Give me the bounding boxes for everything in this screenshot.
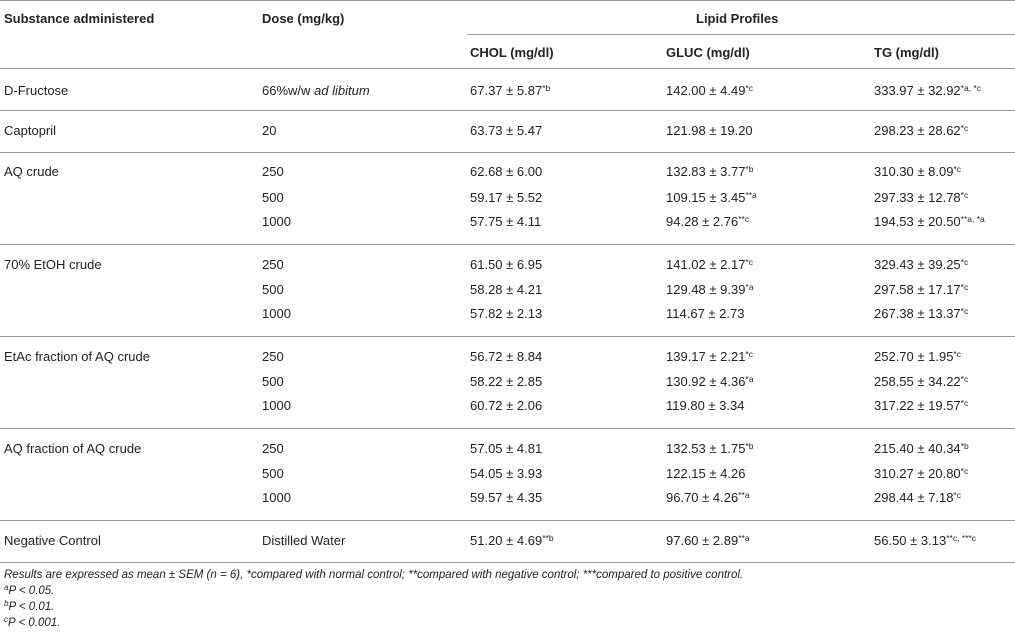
cell-gluc: 122.15 ± 4.26: [666, 466, 746, 481]
cell-gluc: 121.98 ± 19.20: [666, 123, 753, 138]
cell-tg: $310.30 \pm 8.09^{*c}$: [874, 164, 961, 179]
cell-dose: 250: [262, 257, 284, 272]
table-top-rule: [0, 0, 1015, 1]
cell-tg: $56.50 \pm 3.13^{**c, ***c}$: [874, 533, 976, 548]
cell-chol: 57.75 ± 4.11: [470, 214, 542, 229]
cell-gluc: 114.67 ± 2.73: [666, 306, 745, 321]
cell-gluc: $94.28 \pm 2.76^{**c}$: [666, 214, 750, 229]
cell-dose: 20: [262, 123, 277, 138]
cell-dose: 250: [262, 349, 284, 364]
cell-substance: EtAc fraction of AQ crude: [4, 349, 150, 364]
cell-chol: 56.72 ± 8.84: [470, 349, 543, 364]
header-tg: TG (mg/dl): [874, 45, 939, 60]
cell-substance: D-Fructose: [4, 83, 69, 98]
cell-gluc: $141.02 \pm 2.17^{*c}$: [666, 257, 753, 272]
cell-gluc: $142.00 \pm 4.49^{*c}$: [666, 83, 753, 98]
cell-gluc: $130.92 \pm 4.36^{*a}$: [666, 374, 754, 389]
header-bottom-rule: [0, 68, 1015, 69]
cell-dose: 66%w/w ad libitum: [262, 83, 370, 98]
cell-tg: $333.97 \pm 32.92^{*a, *c}$: [874, 83, 981, 98]
cell-gluc: $132.83 \pm 3.77^{*b}$: [666, 164, 754, 179]
header-chol: CHOL (mg/dl): [470, 45, 554, 60]
cell-dose: 1000: [262, 214, 291, 229]
cell-chol: 60.72 ± 2.06: [470, 398, 543, 413]
cell-tg: $194.53 \pm 20.50^{**a, *a}$: [874, 214, 985, 229]
cell-substance: AQ fraction of AQ crude: [4, 441, 142, 456]
cell-dose: 500: [262, 282, 284, 297]
cell-tg: $267.38 \pm 13.37^{*c}$: [874, 306, 969, 321]
cell-substance: 70% EtOH crude: [4, 257, 102, 272]
footnote-c: $^c$P < 0.001.: [4, 615, 61, 629]
cell-chol: 58.22 ± 2.85: [470, 374, 543, 389]
cell-dose: 500: [262, 190, 284, 205]
cell-dose: 1000: [262, 306, 291, 321]
cell-chol: 63.73 ± 5.47: [470, 123, 543, 138]
cell-chol: 54.05 ± 3.93: [470, 466, 543, 481]
cell-chol: 62.68 ± 6.00: [470, 164, 543, 179]
cell-tg: $258.55 \pm 34.22^{*c}$: [874, 374, 969, 389]
cell-tg: $310.27 \pm 20.80^{*c}$: [874, 466, 969, 481]
table-bottom-rule: [0, 562, 1015, 563]
cell-tg: $215.40 \pm 40.34^{*b}$: [874, 441, 969, 456]
cell-tg: $297.58 \pm 17.17^{*c}$: [874, 282, 969, 297]
cell-chol: 59.57 ± 4.35: [470, 490, 543, 505]
cell-chol: $51.20 \pm 4.69^{**b}$: [470, 533, 554, 548]
cell-chol: 57.05 ± 4.81: [470, 441, 543, 456]
header-lipid-profiles: Lipid Profiles: [696, 11, 779, 26]
cell-dose: 250: [262, 164, 284, 179]
header-gluc: GLUC (mg/dl): [666, 45, 750, 60]
footnote-a: $^a$P < 0.05.: [4, 583, 55, 597]
cell-tg: $252.70 \pm 1.95^{*c}$: [874, 349, 961, 364]
cell-gluc: $96.70 \pm 4.26^{**a}$: [666, 490, 750, 505]
cell-dose: 1000: [262, 490, 291, 505]
cell-gluc: $97.60 \pm 2.89^{**a}$: [666, 533, 750, 548]
cell-substance: Negative Control: [4, 533, 101, 548]
row-divider: [0, 428, 1015, 429]
cell-substance: Captopril: [4, 123, 57, 138]
row-divider: [0, 110, 1015, 111]
row-divider: [0, 152, 1015, 153]
cell-chol: 57.82 ± 2.13: [470, 306, 543, 321]
cell-chol: 61.50 ± 6.95: [470, 257, 543, 272]
cell-tg: $297.33 \pm 12.78^{*c}$: [874, 190, 969, 205]
cell-chol: 58.28 ± 4.21: [470, 282, 543, 297]
cell-gluc: $129.48 \pm 9.39^{*a}$: [666, 282, 754, 297]
row-divider: [0, 336, 1015, 337]
footnote-main: Results are expressed as mean ± SEM (n = 6), *compared with normal control; **compared with negative control; ***compared to positive control.: [4, 569, 744, 581]
cell-gluc: $139.17 \pm 2.21^{*c}$: [666, 349, 753, 364]
row-divider: [0, 244, 1015, 245]
cell-tg: $298.44 \pm 7.18^{*c}$: [874, 490, 961, 505]
footnote-b: $^b$P < 0.01.: [4, 599, 55, 613]
header-substance: Substance administered: [4, 11, 155, 26]
cell-chol: $67.37 \pm 5.87^{*b}$: [470, 83, 551, 98]
cell-substance: AQ crude: [4, 164, 59, 179]
group-header-rule: [467, 34, 1015, 35]
header-dose: Dose (mg/kg): [262, 11, 345, 26]
cell-dose: 500: [262, 374, 284, 389]
cell-tg: $329.43 \pm 39.25^{*c}$: [874, 257, 969, 272]
row-divider: [0, 520, 1015, 521]
cell-dose: Distilled Water: [262, 533, 346, 548]
cell-tg: $317.22 \pm 19.57^{*c}$: [874, 398, 969, 413]
cell-chol: 59.17 ± 5.52: [470, 190, 543, 205]
cell-dose: 500: [262, 466, 284, 481]
cell-gluc: $109.15 \pm 3.45^{**a}$: [666, 190, 757, 205]
cell-dose: 1000: [262, 398, 291, 413]
cell-tg: $298.23 \pm 28.62^{*c}$: [874, 123, 969, 138]
cell-dose: 250: [262, 441, 284, 456]
cell-gluc: 119.80 ± 3.34: [666, 398, 745, 413]
cell-gluc: $132.53 \pm 1.75^{*b}$: [666, 441, 754, 456]
